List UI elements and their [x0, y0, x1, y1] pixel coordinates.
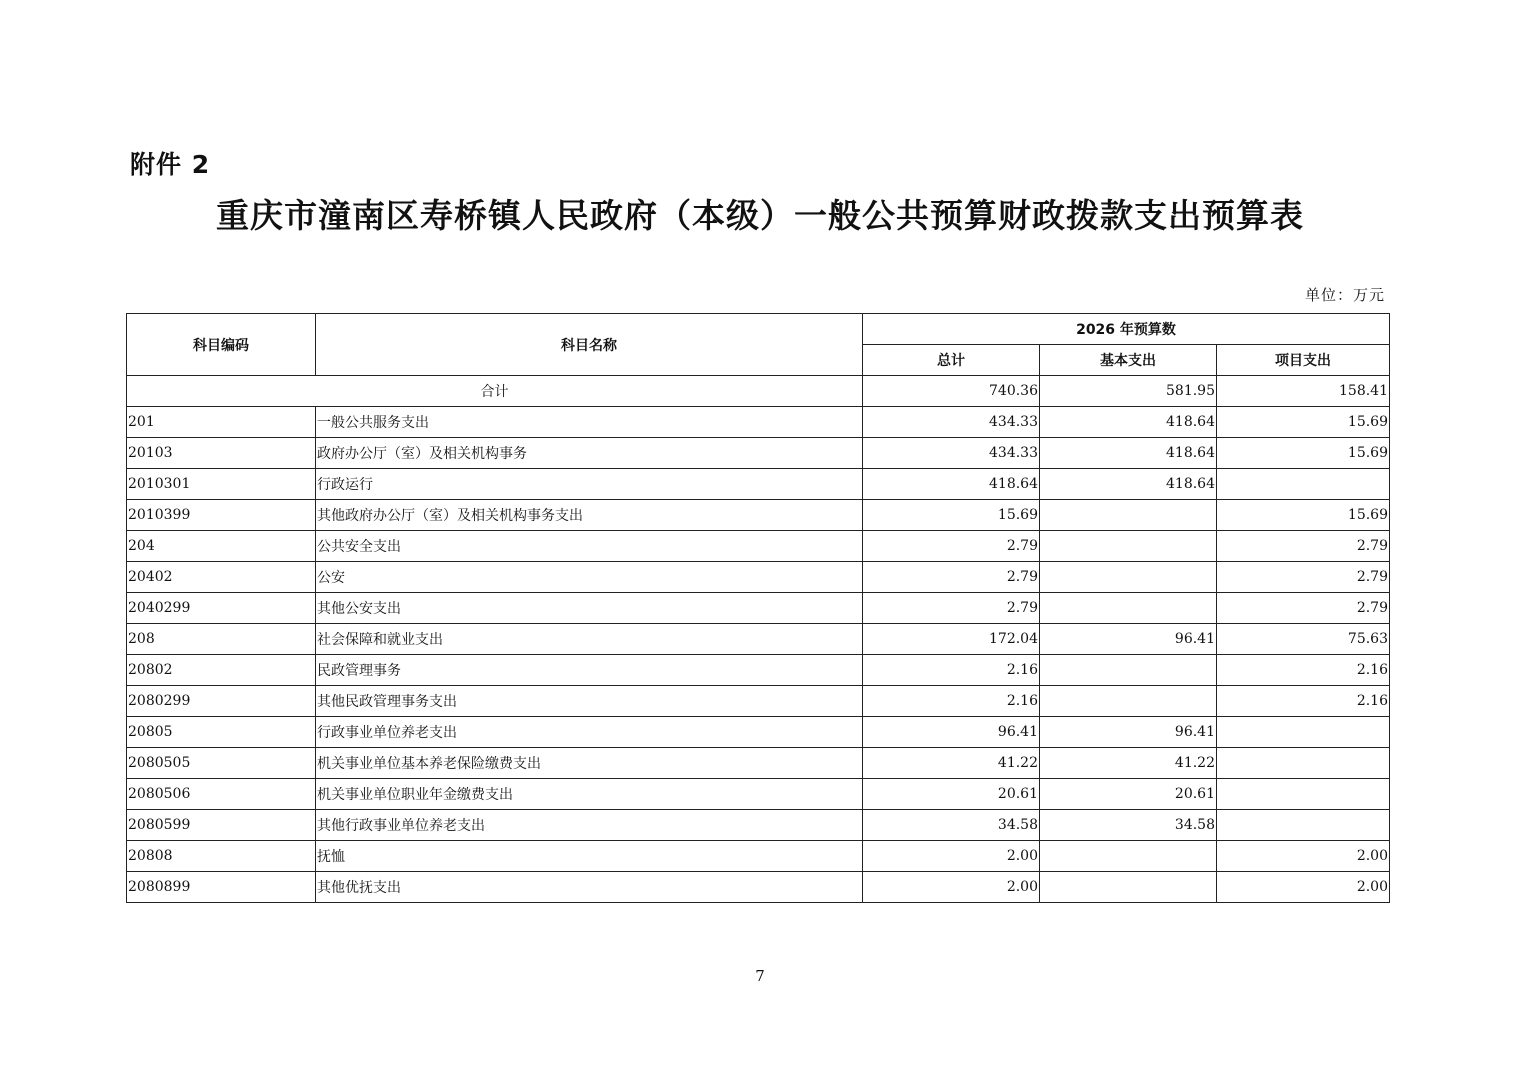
row-code: 20802 — [127, 655, 316, 686]
row-code: 2080599 — [127, 810, 316, 841]
table-row — [127, 531, 1390, 562]
row-total: 434.33 — [863, 407, 1040, 438]
row-project: 2.16 — [1217, 686, 1390, 717]
table-row — [127, 562, 1390, 593]
row-total: 41.22 — [863, 748, 1040, 779]
table-row — [127, 872, 1390, 903]
row-code: 2010301 — [127, 469, 316, 500]
row-name: 机关事业单位职业年金缴费支出 — [316, 779, 863, 810]
row-name: 行政事业单位养老支出 — [316, 717, 863, 748]
row-code: 2080506 — [127, 779, 316, 810]
row-total: 15.69 — [863, 500, 1040, 531]
table-row — [127, 748, 1390, 779]
header-row — [127, 314, 1390, 345]
row-basic: 34.58 — [1040, 810, 1217, 841]
row-code: 20808 — [127, 841, 316, 872]
attachment-label: 附件 2 — [130, 150, 211, 179]
row-code: 20402 — [127, 562, 316, 593]
row-code: 2080505 — [127, 748, 316, 779]
row-basic: 418.64 — [1040, 438, 1217, 469]
unit-label: 单位：万元 — [1304, 286, 1385, 304]
table-row — [127, 500, 1390, 531]
row-code: 20805 — [127, 717, 316, 748]
row-project: 2.00 — [1217, 872, 1390, 903]
row-project: 2.79 — [1217, 593, 1390, 624]
header-name: 科目名称 — [316, 314, 863, 376]
header-project: 项目支出 — [1217, 345, 1390, 376]
row-project: 2.00 — [1217, 841, 1390, 872]
row-total: 172.04 — [863, 624, 1040, 655]
table-row — [127, 469, 1390, 500]
row-total: 34.58 — [863, 810, 1040, 841]
row-name: 社会保障和就业支出 — [316, 624, 863, 655]
row-basic — [1040, 593, 1217, 624]
row-total: 2.16 — [863, 655, 1040, 686]
row-name: 其他民政管理事务支出 — [316, 686, 863, 717]
row-name: 行政运行 — [316, 469, 863, 500]
row-name: 其他行政事业单位养老支出 — [316, 810, 863, 841]
row-project: 2.79 — [1217, 531, 1390, 562]
table-row — [127, 810, 1390, 841]
table-row — [127, 779, 1390, 810]
row-basic: 96.41 — [1040, 717, 1217, 748]
row-code: 2080299 — [127, 686, 316, 717]
row-total: 2.00 — [863, 872, 1040, 903]
table-row — [127, 841, 1390, 872]
row-project: 15.69 — [1217, 438, 1390, 469]
row-project — [1217, 469, 1390, 500]
row-name: 民政管理事务 — [316, 655, 863, 686]
row-project: 15.69 — [1217, 407, 1390, 438]
row-total: 434.33 — [863, 438, 1040, 469]
total-project: 158.41 — [1217, 376, 1390, 407]
document-title: 重庆市潼南区寿桥镇人民政府（本级）一般公共预算财政拨款支出预算表 — [216, 196, 1304, 235]
row-code: 2040299 — [127, 593, 316, 624]
budget-table — [126, 313, 1390, 903]
row-basic — [1040, 872, 1217, 903]
row-basic: 96.41 — [1040, 624, 1217, 655]
row-basic — [1040, 655, 1217, 686]
row-name: 公共安全支出 — [316, 531, 863, 562]
row-project: 75.63 — [1217, 624, 1390, 655]
row-code: 20103 — [127, 438, 316, 469]
row-name: 一般公共服务支出 — [316, 407, 863, 438]
header-year-group: 2026 年预算数 — [863, 314, 1390, 345]
row-basic — [1040, 686, 1217, 717]
row-code: 2080899 — [127, 872, 316, 903]
row-total: 96.41 — [863, 717, 1040, 748]
row-basic — [1040, 841, 1217, 872]
page-number: 7 — [755, 967, 765, 985]
row-basic: 41.22 — [1040, 748, 1217, 779]
row-code: 208 — [127, 624, 316, 655]
row-name: 机关事业单位基本养老保险缴费支出 — [316, 748, 863, 779]
row-code: 201 — [127, 407, 316, 438]
row-code: 204 — [127, 531, 316, 562]
header-total: 总计 — [863, 345, 1040, 376]
header-basic: 基本支出 — [1040, 345, 1217, 376]
row-total: 2.79 — [863, 562, 1040, 593]
row-name: 抚恤 — [316, 841, 863, 872]
table-row — [127, 686, 1390, 717]
row-total: 418.64 — [863, 469, 1040, 500]
row-total: 2.00 — [863, 841, 1040, 872]
row-basic — [1040, 562, 1217, 593]
row-total: 2.79 — [863, 593, 1040, 624]
table-row — [127, 717, 1390, 748]
total-label: 合计 — [127, 376, 863, 407]
row-name: 其他优抚支出 — [316, 872, 863, 903]
header-code: 科目编码 — [127, 314, 316, 376]
row-basic — [1040, 531, 1217, 562]
row-total: 2.16 — [863, 686, 1040, 717]
row-project: 2.79 — [1217, 562, 1390, 593]
total-basic: 581.95 — [1040, 376, 1217, 407]
row-project — [1217, 748, 1390, 779]
row-name: 其他公安支出 — [316, 593, 863, 624]
row-basic: 418.64 — [1040, 407, 1217, 438]
table-row — [127, 593, 1390, 624]
row-project: 15.69 — [1217, 500, 1390, 531]
table-row — [127, 655, 1390, 686]
row-project — [1217, 717, 1390, 748]
table-row — [127, 624, 1390, 655]
row-name: 公安 — [316, 562, 863, 593]
row-code: 2010399 — [127, 500, 316, 531]
row-name: 其他政府办公厅（室）及相关机构事务支出 — [316, 500, 863, 531]
row-name: 政府办公厅（室）及相关机构事务 — [316, 438, 863, 469]
table-row — [127, 438, 1390, 469]
table-row — [127, 407, 1390, 438]
row-total: 2.79 — [863, 531, 1040, 562]
total-row — [127, 376, 1390, 407]
row-project — [1217, 810, 1390, 841]
row-basic: 20.61 — [1040, 779, 1217, 810]
row-project — [1217, 779, 1390, 810]
row-total: 20.61 — [863, 779, 1040, 810]
total-total: 740.36 — [863, 376, 1040, 407]
row-basic: 418.64 — [1040, 469, 1217, 500]
row-project: 2.16 — [1217, 655, 1390, 686]
row-basic — [1040, 500, 1217, 531]
